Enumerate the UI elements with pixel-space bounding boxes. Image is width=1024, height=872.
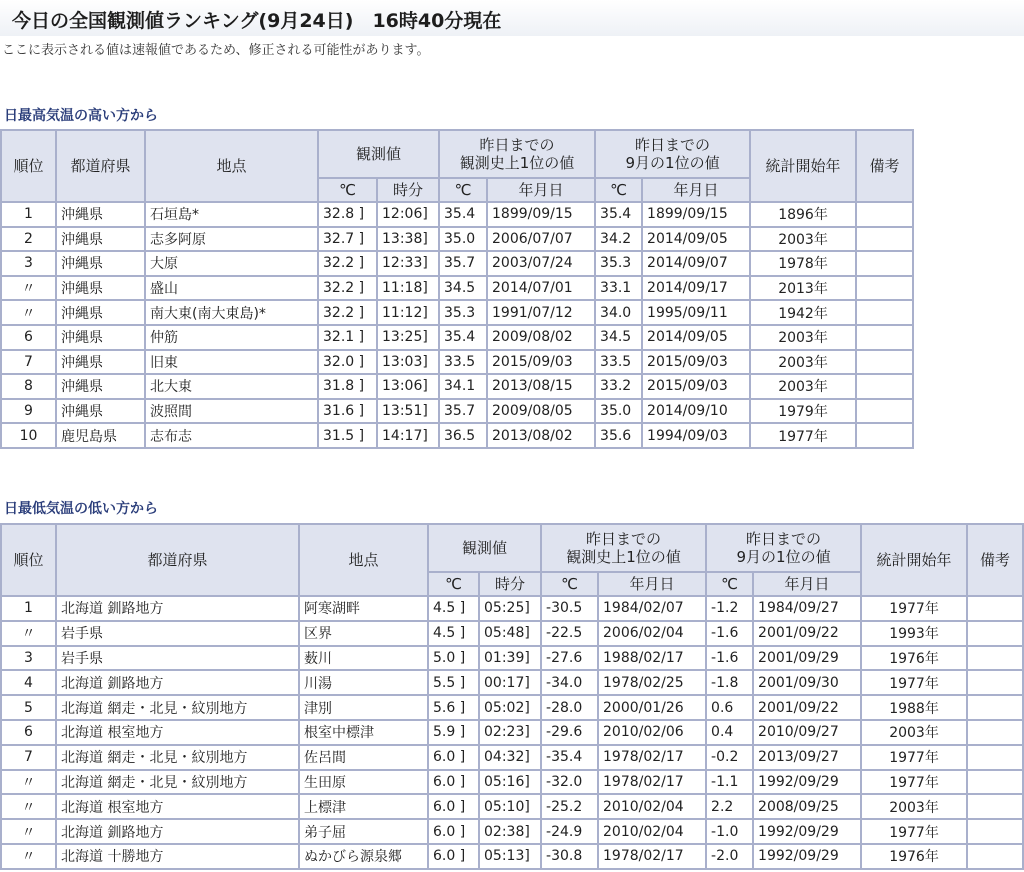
subheader-obs-time: 時分	[479, 572, 541, 596]
subheader-obs-time: 時分	[377, 178, 439, 202]
cell-record-value: -28.0	[541, 695, 598, 720]
cell-note	[967, 844, 1023, 869]
table-row	[1, 399, 913, 424]
subheader-obs-c: ℃	[318, 178, 377, 202]
cell-stat-start: 1977年	[861, 819, 967, 844]
cell-month-date: 2015/09/03	[642, 374, 750, 399]
cell-stat-start: 2003年	[750, 325, 856, 350]
cell-place: 津別	[299, 695, 428, 720]
cell-rank: 〃	[1, 844, 56, 869]
cell-obs-value: 5.9 ]	[428, 720, 479, 745]
cell-rank: 5	[1, 695, 56, 720]
cell-month-value: -1.6	[706, 646, 753, 671]
cell-stat-start: 1977年	[861, 770, 967, 795]
cell-record-value: 35.7	[439, 399, 487, 424]
cell-stat-start: 1977年	[750, 423, 856, 448]
cell-record-date: 2010/02/04	[598, 794, 706, 819]
cell-obs-time: 11:12]	[377, 300, 439, 325]
cell-obs-time: 04:32]	[479, 745, 541, 770]
cell-note	[967, 695, 1023, 720]
cell-month-date: 2008/09/25	[753, 794, 861, 819]
cell-record-value: -35.4	[541, 745, 598, 770]
cell-place: 志多阿原	[145, 227, 318, 252]
cell-month-value: 2.2	[706, 794, 753, 819]
cell-note	[967, 745, 1023, 770]
cell-pref: 北海道 釧路地方	[56, 819, 299, 844]
cell-stat-start: 2003年	[861, 794, 967, 819]
cell-month-date: 1899/09/15	[642, 202, 750, 227]
cell-month-date: 2001/09/29	[753, 646, 861, 671]
min-temp-table	[0, 523, 1024, 870]
header-pref: 都道府県	[56, 524, 299, 596]
table-row	[1, 819, 1023, 844]
cell-month-date: 1995/09/11	[642, 300, 750, 325]
cell-month-date: 2014/09/07	[642, 251, 750, 276]
cell-pref: 沖縄県	[56, 325, 145, 350]
cell-record-date: 1988/02/17	[598, 646, 706, 671]
table-row	[1, 423, 913, 448]
cell-pref: 岩手県	[56, 621, 299, 646]
cell-month-date: 1984/09/27	[753, 596, 861, 621]
cell-rank: 6	[1, 325, 56, 350]
cell-pref: 北海道 十勝地方	[56, 844, 299, 869]
cell-record-date: 1978/02/25	[598, 670, 706, 695]
cell-rank: 〃	[1, 770, 56, 795]
cell-note	[856, 227, 913, 252]
cell-month-value: 34.5	[595, 325, 642, 350]
header-stat-start: 統計開始年	[750, 130, 856, 202]
subheader-rec-c: ℃	[439, 178, 487, 202]
cell-month-value: 33.1	[595, 276, 642, 301]
cell-record-value: 36.5	[439, 423, 487, 448]
cell-place: 旧東	[145, 350, 318, 375]
cell-month-value: 35.4	[595, 202, 642, 227]
table-row	[1, 770, 1023, 795]
cell-note	[856, 300, 913, 325]
header-record-month-line1: 昨日までの	[635, 136, 711, 154]
cell-month-date: 2014/09/17	[642, 276, 750, 301]
cell-month-value: 35.3	[595, 251, 642, 276]
subheader-mon-date: 年月日	[753, 572, 861, 596]
cell-record-date: 1984/02/07	[598, 596, 706, 621]
cell-obs-time: 02:38]	[479, 819, 541, 844]
cell-pref: 北海道 網走・北見・紋別地方	[56, 695, 299, 720]
subheader-mon-c: ℃	[706, 572, 753, 596]
cell-place: 区界	[299, 621, 428, 646]
cell-stat-start: 1977年	[861, 596, 967, 621]
cell-month-value: 33.5	[595, 350, 642, 375]
cell-pref: 沖縄県	[56, 374, 145, 399]
cell-obs-time: 13:51]	[377, 399, 439, 424]
cell-stat-start: 1988年	[861, 695, 967, 720]
cell-obs-value: 32.2 ]	[318, 300, 377, 325]
cell-record-value: -24.9	[541, 819, 598, 844]
cell-pref: 沖縄県	[56, 300, 145, 325]
header-obs: 観測値	[428, 524, 541, 572]
header-note: 備考	[856, 130, 913, 202]
cell-record-value: 35.4	[439, 202, 487, 227]
cell-note	[856, 374, 913, 399]
cell-month-date: 2010/09/27	[753, 720, 861, 745]
cell-obs-value: 32.7 ]	[318, 227, 377, 252]
cell-obs-value: 5.5 ]	[428, 670, 479, 695]
cell-obs-time: 02:23]	[479, 720, 541, 745]
cell-stat-start: 1978年	[750, 251, 856, 276]
table-row	[1, 670, 1023, 695]
cell-note	[856, 202, 913, 227]
header-note: 備考	[967, 524, 1023, 596]
cell-obs-time: 13:38]	[377, 227, 439, 252]
cell-month-date: 1992/09/29	[753, 844, 861, 869]
cell-month-date: 2015/09/03	[642, 350, 750, 375]
subheader-rec-c: ℃	[541, 572, 598, 596]
cell-month-date: 2014/09/05	[642, 325, 750, 350]
header-place: 地点	[299, 524, 428, 596]
subheader-mon-c: ℃	[595, 178, 642, 202]
cell-rank: 〃	[1, 621, 56, 646]
cell-place: 盛山	[145, 276, 318, 301]
cell-obs-value: 5.0 ]	[428, 646, 479, 671]
cell-place: 北大東	[145, 374, 318, 399]
cell-obs-value: 32.2 ]	[318, 276, 377, 301]
header-record-all-line1: 昨日までの	[479, 136, 555, 154]
header-record-all-line2: 観測史上1位の値	[459, 154, 575, 172]
cell-place: 仲筋	[145, 325, 318, 350]
cell-obs-value: 32.1 ]	[318, 325, 377, 350]
cell-pref: 沖縄県	[56, 202, 145, 227]
cell-rank: 7	[1, 745, 56, 770]
cell-month-value: 35.0	[595, 399, 642, 424]
cell-obs-value: 32.8 ]	[318, 202, 377, 227]
cell-place: 大原	[145, 251, 318, 276]
cell-note	[856, 325, 913, 350]
cell-stat-start: 2003年	[750, 227, 856, 252]
header-record-month-line1: 昨日までの	[746, 530, 822, 548]
cell-rank: 3	[1, 646, 56, 671]
cell-record-value: -22.5	[541, 621, 598, 646]
cell-obs-time: 14:17]	[377, 423, 439, 448]
cell-obs-time: 13:25]	[377, 325, 439, 350]
cell-record-date: 2010/02/04	[598, 819, 706, 844]
cell-record-date: 1991/07/12	[487, 300, 595, 325]
cell-place: 佐呂間	[299, 745, 428, 770]
cell-obs-value: 4.5 ]	[428, 596, 479, 621]
cell-month-value: -1.8	[706, 670, 753, 695]
cell-stat-start: 2003年	[750, 374, 856, 399]
cell-place: 志布志	[145, 423, 318, 448]
cell-record-date: 1899/09/15	[487, 202, 595, 227]
cell-record-date: 2006/07/07	[487, 227, 595, 252]
cell-record-date: 2009/08/05	[487, 399, 595, 424]
cell-place: 波照間	[145, 399, 318, 424]
table-row	[1, 325, 913, 350]
cell-rank: 6	[1, 720, 56, 745]
cell-obs-value: 4.5 ]	[428, 621, 479, 646]
cell-rank: 〃	[1, 276, 56, 301]
cell-record-value: -34.0	[541, 670, 598, 695]
cell-stat-start: 1896年	[750, 202, 856, 227]
cell-month-date: 2001/09/30	[753, 670, 861, 695]
cell-month-date: 1992/09/29	[753, 819, 861, 844]
table-row	[1, 720, 1023, 745]
cell-month-value: -1.2	[706, 596, 753, 621]
cell-place: 南大東(南大東島)*	[145, 300, 318, 325]
cell-obs-time: 12:33]	[377, 251, 439, 276]
table-row	[1, 745, 1023, 770]
cell-record-value: -32.0	[541, 770, 598, 795]
cell-month-date: 2013/09/27	[753, 745, 861, 770]
cell-obs-value: 32.0 ]	[318, 350, 377, 375]
cell-month-value: 33.2	[595, 374, 642, 399]
table-row	[1, 350, 913, 375]
cell-record-value: -29.6	[541, 720, 598, 745]
cell-record-date: 2013/08/02	[487, 423, 595, 448]
cell-record-date: 2003/07/24	[487, 251, 595, 276]
cell-obs-time: 05:16]	[479, 770, 541, 795]
table-row	[1, 227, 913, 252]
cell-obs-time: 05:13]	[479, 844, 541, 869]
table-row	[1, 646, 1023, 671]
cell-note	[856, 399, 913, 424]
cell-rank: 7	[1, 350, 56, 375]
cell-obs-value: 6.0 ]	[428, 819, 479, 844]
cell-rank: 4	[1, 670, 56, 695]
cell-place: 薮川	[299, 646, 428, 671]
cell-pref: 沖縄県	[56, 350, 145, 375]
cell-note	[967, 794, 1023, 819]
header-place: 地点	[145, 130, 318, 202]
cell-record-date: 2006/02/04	[598, 621, 706, 646]
section-title-max: 日最高気温の高い方から	[4, 108, 158, 124]
cell-obs-value: 32.2 ]	[318, 251, 377, 276]
header-record-all	[541, 524, 706, 572]
cell-stat-start: 1942年	[750, 300, 856, 325]
cell-obs-time: 01:39]	[479, 646, 541, 671]
cell-month-date: 2014/09/10	[642, 399, 750, 424]
cell-month-date: 1992/09/29	[753, 770, 861, 795]
subheader-obs-c: ℃	[428, 572, 479, 596]
header-record-month	[706, 524, 861, 572]
notice-text: ここに表示される値は速報値であるため、修正される可能性があります。	[2, 43, 430, 58]
cell-pref: 沖縄県	[56, 399, 145, 424]
cell-note	[967, 596, 1023, 621]
cell-obs-time: 13:03]	[377, 350, 439, 375]
table-row	[1, 596, 1023, 621]
cell-stat-start: 2003年	[750, 350, 856, 375]
header-obs: 観測値	[318, 130, 439, 178]
cell-month-date: 2001/09/22	[753, 695, 861, 720]
cell-pref: 岩手県	[56, 646, 299, 671]
cell-rank: 2	[1, 227, 56, 252]
cell-obs-value: 31.6 ]	[318, 399, 377, 424]
cell-month-value: -1.1	[706, 770, 753, 795]
cell-obs-time: 05:25]	[479, 596, 541, 621]
cell-record-value: 34.1	[439, 374, 487, 399]
cell-rank: 8	[1, 374, 56, 399]
cell-month-value: -1.6	[706, 621, 753, 646]
cell-rank: 〃	[1, 819, 56, 844]
header-pref: 都道府県	[56, 130, 145, 202]
cell-record-value: 35.3	[439, 300, 487, 325]
header-record-all-line2: 観測史上1位の値	[566, 548, 681, 566]
cell-pref: 沖縄県	[56, 251, 145, 276]
cell-stat-start: 2013年	[750, 276, 856, 301]
cell-note	[967, 770, 1023, 795]
cell-note	[967, 720, 1023, 745]
subheader-mon-date: 年月日	[642, 178, 750, 202]
cell-note	[856, 276, 913, 301]
cell-stat-start: 1976年	[861, 844, 967, 869]
cell-note	[856, 251, 913, 276]
cell-obs-value: 6.0 ]	[428, 844, 479, 869]
cell-note	[856, 350, 913, 375]
table-row	[1, 695, 1023, 720]
cell-pref: 北海道 網走・北見・紋別地方	[56, 745, 299, 770]
cell-note	[967, 670, 1023, 695]
header-record-all-line1: 昨日までの	[586, 530, 662, 548]
cell-place: 生田原	[299, 770, 428, 795]
cell-record-date: 1978/02/17	[598, 770, 706, 795]
cell-stat-start: 1977年	[861, 670, 967, 695]
cell-stat-start: 1993年	[861, 621, 967, 646]
cell-pref: 北海道 釧路地方	[56, 596, 299, 621]
max-temp-table	[0, 129, 914, 449]
table-row	[1, 300, 913, 325]
cell-place: 石垣島*	[145, 202, 318, 227]
subheader-rec-date: 年月日	[598, 572, 706, 596]
cell-record-date: 2000/01/26	[598, 695, 706, 720]
cell-month-date: 2014/09/05	[642, 227, 750, 252]
cell-record-date: 2013/08/15	[487, 374, 595, 399]
cell-note	[856, 423, 913, 448]
cell-rank: 10	[1, 423, 56, 448]
cell-place: 弟子屈	[299, 819, 428, 844]
cell-note	[967, 621, 1023, 646]
table-row	[1, 202, 913, 227]
cell-record-value: -25.2	[541, 794, 598, 819]
cell-place: 上標津	[299, 794, 428, 819]
cell-place: 阿寒湖畔	[299, 596, 428, 621]
table-row	[1, 251, 913, 276]
cell-month-value: -1.0	[706, 819, 753, 844]
cell-obs-time: 05:02]	[479, 695, 541, 720]
cell-obs-value: 5.6 ]	[428, 695, 479, 720]
page-title: 今日の全国観測値ランキング(9月24日) 16時40分現在	[12, 10, 502, 32]
cell-month-value: 35.6	[595, 423, 642, 448]
cell-pref: 沖縄県	[56, 276, 145, 301]
cell-record-value: -27.6	[541, 646, 598, 671]
cell-record-value: -30.5	[541, 596, 598, 621]
cell-obs-time: 13:06]	[377, 374, 439, 399]
cell-obs-value: 6.0 ]	[428, 794, 479, 819]
cell-month-value: 0.6	[706, 695, 753, 720]
cell-stat-start: 1979年	[750, 399, 856, 424]
table-row	[1, 621, 1023, 646]
cell-record-value: 35.4	[439, 325, 487, 350]
max-temp-rows	[1, 202, 913, 448]
cell-pref: 鹿児島県	[56, 423, 145, 448]
cell-rank: 9	[1, 399, 56, 424]
min-temp-rows	[1, 596, 1023, 869]
cell-pref: 北海道 根室地方	[56, 794, 299, 819]
cell-obs-value: 31.5 ]	[318, 423, 377, 448]
table-row	[1, 374, 913, 399]
cell-record-value: 35.0	[439, 227, 487, 252]
cell-record-date: 2014/07/01	[487, 276, 595, 301]
cell-obs-value: 31.8 ]	[318, 374, 377, 399]
cell-obs-time: 05:10]	[479, 794, 541, 819]
header-rank: 順位	[1, 130, 56, 202]
cell-note	[967, 646, 1023, 671]
cell-rank: 〃	[1, 300, 56, 325]
header-record-month	[595, 130, 750, 178]
cell-month-value: 34.2	[595, 227, 642, 252]
cell-pref: 北海道 釧路地方	[56, 670, 299, 695]
cell-rank: 1	[1, 202, 56, 227]
cell-pref: 北海道 網走・北見・紋別地方	[56, 770, 299, 795]
cell-place: 川湯	[299, 670, 428, 695]
cell-record-value: -30.8	[541, 844, 598, 869]
cell-obs-time: 12:06]	[377, 202, 439, 227]
cell-rank: 3	[1, 251, 56, 276]
header-record-month-line2: 9月の1位の値	[625, 154, 720, 172]
cell-record-value: 33.5	[439, 350, 487, 375]
table-row	[1, 794, 1023, 819]
table-row	[1, 844, 1023, 869]
cell-obs-value: 6.0 ]	[428, 770, 479, 795]
cell-month-date: 2001/09/22	[753, 621, 861, 646]
table-row	[1, 276, 913, 301]
cell-rank: 〃	[1, 794, 56, 819]
header-rank: 順位	[1, 524, 56, 596]
cell-month-value: 34.0	[595, 300, 642, 325]
subheader-rec-date: 年月日	[487, 178, 595, 202]
cell-record-date: 2010/02/06	[598, 720, 706, 745]
cell-record-date: 1978/02/17	[598, 844, 706, 869]
cell-obs-value: 6.0 ]	[428, 745, 479, 770]
cell-month-value: -2.0	[706, 844, 753, 869]
cell-stat-start: 2003年	[861, 720, 967, 745]
cell-pref: 北海道 根室地方	[56, 720, 299, 745]
cell-obs-time: 00:17]	[479, 670, 541, 695]
title-bar	[0, 0, 1024, 36]
cell-record-date: 2009/08/02	[487, 325, 595, 350]
cell-record-value: 34.5	[439, 276, 487, 301]
cell-stat-start: 1977年	[861, 745, 967, 770]
cell-rank: 1	[1, 596, 56, 621]
cell-month-date: 1994/09/03	[642, 423, 750, 448]
cell-obs-time: 05:48]	[479, 621, 541, 646]
header-stat-start: 統計開始年	[861, 524, 967, 596]
cell-month-value: -0.2	[706, 745, 753, 770]
cell-stat-start: 1976年	[861, 646, 967, 671]
cell-place: ぬかびら源泉郷	[299, 844, 428, 869]
header-record-month-line2: 9月の1位の値	[736, 548, 831, 566]
cell-month-value: 0.4	[706, 720, 753, 745]
cell-record-date: 1978/02/17	[598, 745, 706, 770]
cell-record-date: 2015/09/03	[487, 350, 595, 375]
cell-record-value: 35.7	[439, 251, 487, 276]
section-title-min: 日最低気温の低い方から	[4, 501, 158, 517]
cell-place: 根室中標津	[299, 720, 428, 745]
cell-note	[967, 819, 1023, 844]
cell-obs-time: 11:18]	[377, 276, 439, 301]
header-record-all	[439, 130, 595, 178]
cell-pref: 沖縄県	[56, 227, 145, 252]
